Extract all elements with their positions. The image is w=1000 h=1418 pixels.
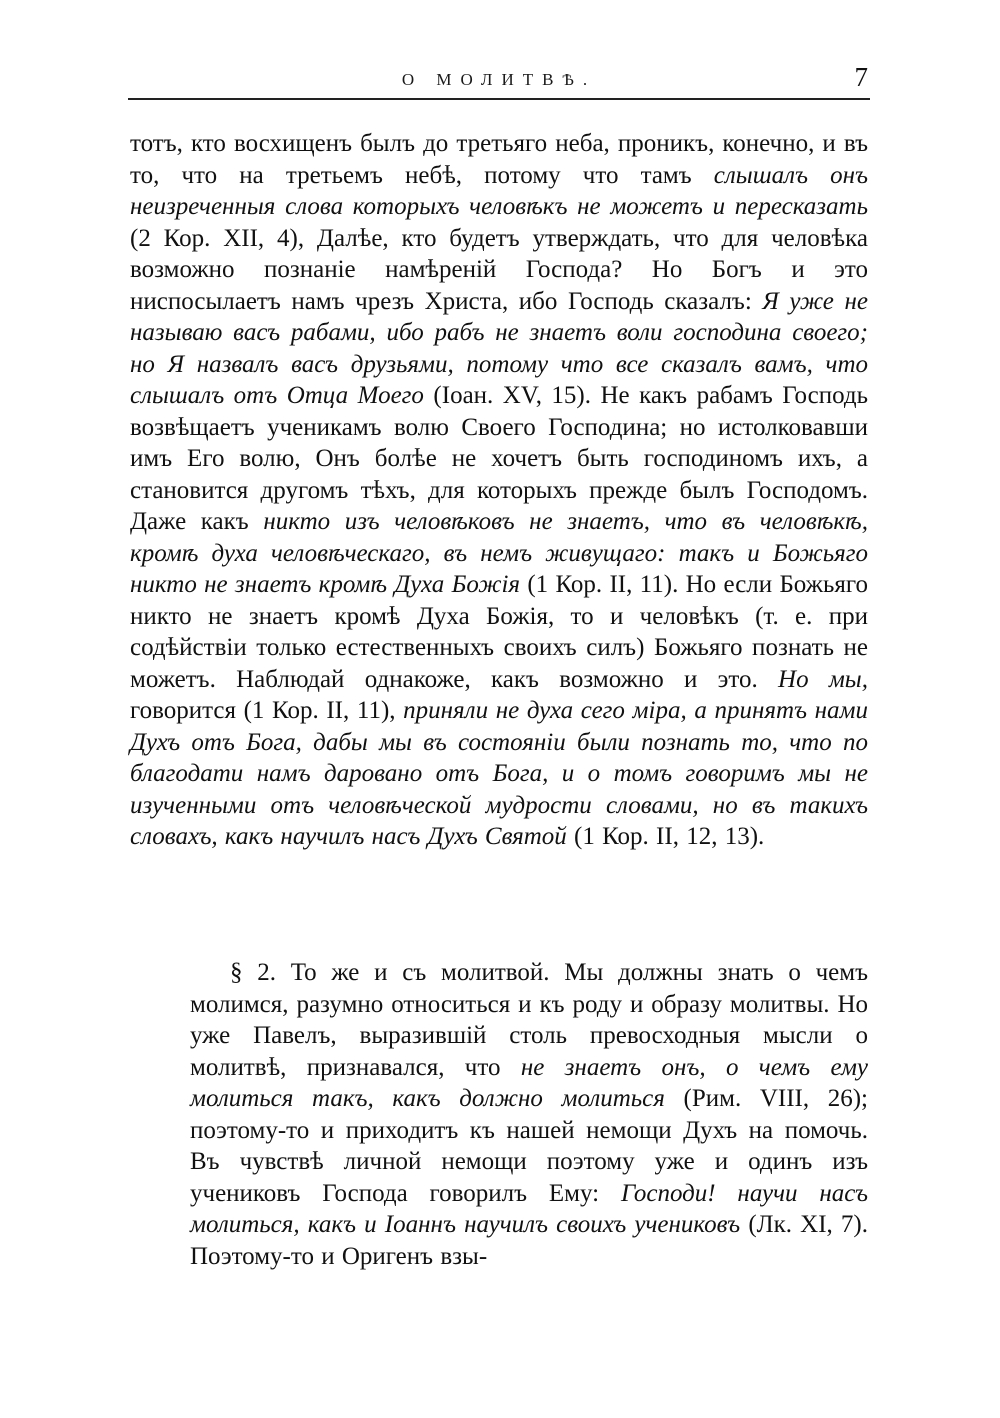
italic-quote: никто изъ человѣковъ не знаетъ, что въ человѣкѣ, кромѣ духа человѣческаго, въ немъ живущаго: такъ и Божьяго никто не знаетъ кромѣ Духа Божія [130, 508, 868, 598]
italic-quote: Но мы, [778, 665, 868, 693]
header-rule [128, 98, 870, 100]
italic-quote: слышалъ онъ неизреченныя слова которыхъ человѣкъ не можетъ и пересказать [130, 161, 868, 220]
text-run: говорится (1 Кор. II, 11), [130, 697, 404, 724]
text-run: (2 Кор. XII, 4), Далѣе, кто будетъ утверждать, что для человѣка возможно познаніе намѣреній Господа? Но Богъ и это ниспосылаетъ намъ чрезъ Христа, ибо Господь сказалъ: [130, 224, 868, 315]
text-run: (Лк. XI, 7). Поэтому-то и Оригенъ взы- [190, 1211, 868, 1270]
text-run: (Рим. VIII, 26); поэтому-то и приходитъ къ нашей немощи Духъ на помочь. Въ чувствѣ личной немощи поэтому уже и одинъ изъ учениковъ Господа говорилъ Ему: [190, 1085, 869, 1207]
running-title: О МОЛИТВѢ. [401, 70, 597, 89]
paragraph-2 [190, 957, 868, 1272]
italic-quote: Господи! научи насъ молиться, какъ и Іоаннъ научилъ своихъ учениковъ [190, 1179, 868, 1238]
page-number: 7 [854, 62, 868, 92]
text-run: (1 Кор. II, 12, 13). [566, 823, 765, 850]
page-header [128, 62, 870, 98]
paragraph-1 [130, 128, 868, 853]
text-run: (1 Кор. II, 11). Но если Божьяго никто не знаетъ кромѣ Духа Божія, то и человѣкъ (т. е. при содѣйствіи только естественныхъ своихъ силъ) Божьяго познать не можетъ. Наблюдай однакоже, какъ возможно и это. [130, 571, 868, 693]
italic-quote: не знаетъ онъ, о чемъ ему молиться такъ, какъ должно молиться [190, 1053, 868, 1112]
italic-quote: Я уже не называю васъ рабами, ибо рабъ не знаетъ воли господина своего; но Я назвалъ васъ друзьями, потому что все сказалъ вамъ, что слышалъ отъ Отца Моего [130, 287, 868, 409]
text-run: (Іоан. XV, 15). Не какъ рабамъ Господь возвѣщаетъ ученикамъ волю Своего Господина; но истолковавши имъ Его волю, Онъ болѣе не хочетъ быть господиномъ ихъ, а становится другомъ тѣхъ, для которыхъ прежде былъ Господомъ. Даже какъ [130, 382, 868, 535]
text-run: § 2. То же и съ молитвой. Мы должны знать о чемъ молимся, разумно относиться и къ роду и образу молитвы. Но уже Павелъ, выразившій столь превосходныя мысли о молитвѣ, признавался, что [190, 959, 868, 1081]
italic-quote: приняли не духа сего міра, а принятъ нами Духъ отъ Бога, дабы мы въ состояніи были познать то, что по благодати намъ даровано отъ Бога, и о томъ говоримъ мы не изученными отъ человѣческой мудрости словами, но въ такихъ словахъ, какъ научилъ насъ Духъ Святой [130, 697, 868, 850]
text-run: тотъ, кто восхищенъ былъ до третьяго неба, проникъ, конечно, и въ то, что на третьемъ небѣ, потому что тамъ [130, 130, 868, 189]
